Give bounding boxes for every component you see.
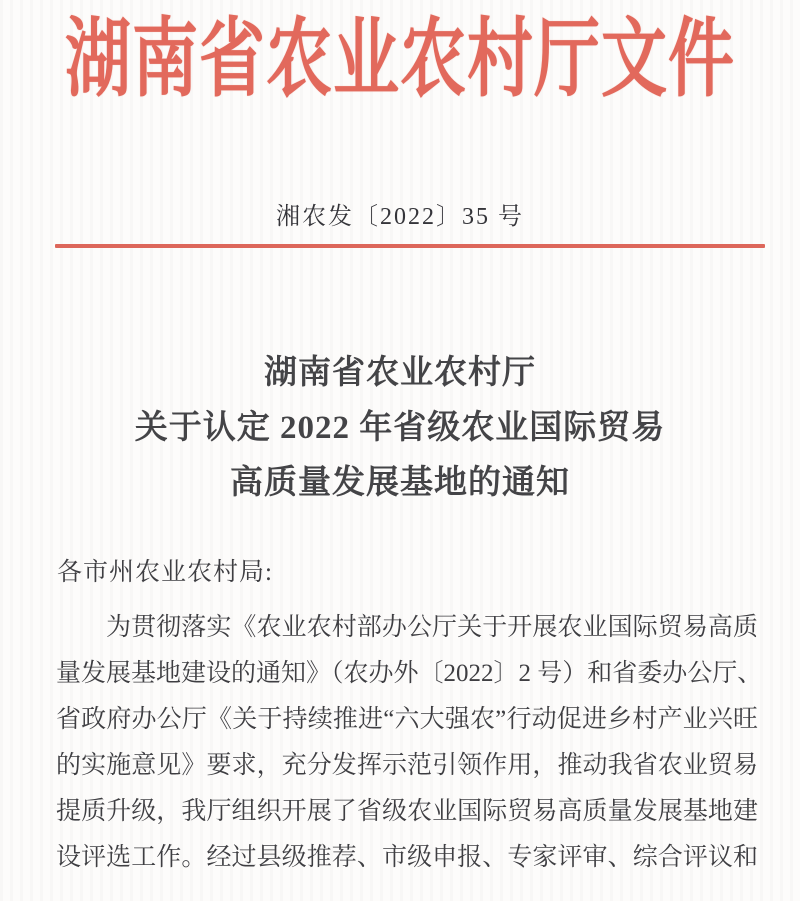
- body-line: 提质升级，我厅组织开展了省级农业国际贸易高质量发展基地建: [56, 798, 758, 825]
- document-masthead: [0, 12, 800, 108]
- body-line: 省政府办公厅《关于持续推进“六大强农”行动促进乡村产业兴旺: [56, 706, 758, 733]
- document-title-line-2: 关于认定 2022 年省级农业国际贸易: [134, 410, 666, 446]
- body-line: 的实施意见》要求，充分发挥示范引领作用，推动我省农业贸易: [56, 752, 758, 779]
- document-reference-number: 湘农发〔2022〕35 号: [276, 204, 524, 230]
- body-line: 量发展基地建设的通知》（农办外〔2022〕2 号）和省委办公厅、: [56, 660, 763, 687]
- body-line: 设评选工作。经过县级推荐、市级申报、专家评审、综合评议和: [56, 844, 758, 871]
- document-title-line-1: 湖南省农业农村厅: [264, 355, 536, 391]
- red-divider-rule: [55, 244, 765, 248]
- body-paragraph: [56, 605, 763, 881]
- salutation-line: 各市州农业农村局:: [57, 559, 273, 586]
- document-title-line-3: 高质量发展基地的通知: [230, 465, 570, 501]
- body-line: 为贯彻落实《农业农村部办公厅关于开展农业国际贸易高质: [106, 614, 758, 641]
- masthead-text: 湖南省农业农村厅文件: [65, 12, 735, 108]
- document-title: [0, 346, 800, 511]
